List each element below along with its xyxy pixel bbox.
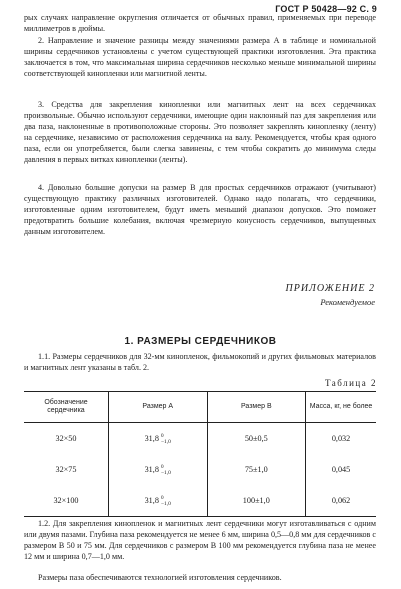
tolerance-upper: 0 bbox=[160, 463, 164, 470]
paragraph-note-2: 2. Направление и значение разницы между значениями размера A в таблице и номинальной ширины сердечников установлены с учетом существующей практики изготовления. Эта практика заключается в том, что максимальная ширина сердечников несколько меньше минимальной ширины соответствующей кинопленки или магнитной ленты. bbox=[24, 36, 376, 78]
cell-size-a bbox=[108, 485, 207, 517]
tolerance-lower: −1,0 bbox=[160, 438, 171, 445]
paragraph-last: Размеры паза обеспечиваются технологией изготовления сердечников. bbox=[38, 573, 282, 582]
cell-size-b: 100±1,0 bbox=[207, 485, 306, 517]
table-row bbox=[24, 423, 376, 455]
size-a-value: 31,8 bbox=[144, 495, 159, 505]
cell-mass: 0,062 bbox=[306, 485, 376, 517]
tolerance bbox=[161, 495, 171, 507]
table-caption: Таблица 2 bbox=[325, 378, 377, 388]
paragraph-1-1: 1.1. Размеры сердечников для 32-мм кинопленок, фильмокопий и других фильмовых материалов и магнитных лент указаны в табл. 2. bbox=[24, 352, 376, 372]
table-row bbox=[24, 454, 376, 485]
tolerance-upper: 0 bbox=[160, 432, 164, 439]
paragraph-continuation: рых случаях направление округления отличается от обычных правил, применяемых при переводе миллиметров в дюймы. bbox=[24, 13, 376, 33]
cell-core: 32×50 bbox=[24, 423, 108, 455]
tolerance-lower: −1,0 bbox=[160, 500, 171, 507]
header-mass: Масса, кг, не более bbox=[306, 392, 376, 423]
cell-size-b: 75±1,0 bbox=[207, 454, 306, 485]
paragraph-note-4: 4. Довольно большие допуски на размер B для простых сердечников отражают (учитывают) существующую практику различных изготовителей. Однако надо полагать, что сердечники, изготовленные одним изготовителем, будут иметь меньший диапазон допусков. Это поможет предотвратить большие колебания, включая чрезмерную конусность сердечников, выпущенных данным изготовителем. bbox=[24, 183, 376, 236]
cell-mass: 0,045 bbox=[331, 465, 351, 474]
paragraph-note-3: 3. Средства для закрепления кинопленки или магнитных лент на всех сердечниках произвольные. Обычно используют сердечники, имеющие один наклонный паз для закрепления или два паза, наклоненные в противоположные стороны. Это позволяет закреплять кинопленку (ленту) на сердечнике, независимо от расположения сердечника на валу. Рекомендуется, чтобы края одного паза, если он употребляется, были слегка завинены, с тем чтобы сократить до минимума следы давления в первых витках кинопленки (ленты). bbox=[24, 100, 376, 164]
cell-size-b: 50±0,5 bbox=[207, 423, 306, 455]
appendix-subtitle: Рекомендуемое bbox=[320, 297, 375, 307]
dimensions-table bbox=[24, 391, 376, 517]
cell-size-a bbox=[108, 423, 207, 455]
tolerance-upper: 0 bbox=[160, 494, 164, 501]
header-size-b: Размер B bbox=[207, 392, 306, 423]
header-core: Обозначение сердечника bbox=[24, 392, 108, 423]
section-title: 1. РАЗМЕРЫ СЕРДЕЧНИКОВ bbox=[124, 336, 277, 347]
tolerance bbox=[161, 433, 171, 445]
cell-mass: 0,032 bbox=[331, 434, 351, 443]
size-a-value: 31,8 bbox=[144, 433, 159, 443]
appendix-title: ПРИЛОЖЕНИЕ 2 bbox=[285, 283, 375, 294]
tolerance-lower: −1,0 bbox=[160, 469, 171, 476]
page-header: ГОСТ Р 50428—92 С. 9 bbox=[275, 4, 377, 14]
size-a-value: 31,8 bbox=[144, 464, 159, 474]
cell-core: 32×75 bbox=[24, 454, 108, 485]
cell-core: 32×100 bbox=[24, 485, 108, 517]
paragraph-1-2: 1.2. Для закрепления кинопленок и магнитных лент сердечники могут изготавливаться с одним или двумя пазами. Глубина паза рекомендуется не менее 6 мм, ширина 0,5—0,8 мм для сердечников с размером B 50 и 75 мм. Для сердечников с размером B 100 мм рекомендуется глубина паза не менее 12 мм и ширина 0,7—1,0 мм. bbox=[24, 519, 376, 561]
header-size-a: Размер A bbox=[108, 392, 207, 423]
tolerance bbox=[161, 464, 171, 476]
table-header-row bbox=[24, 392, 376, 423]
cell-size-a bbox=[108, 454, 207, 485]
table-row bbox=[24, 485, 376, 517]
